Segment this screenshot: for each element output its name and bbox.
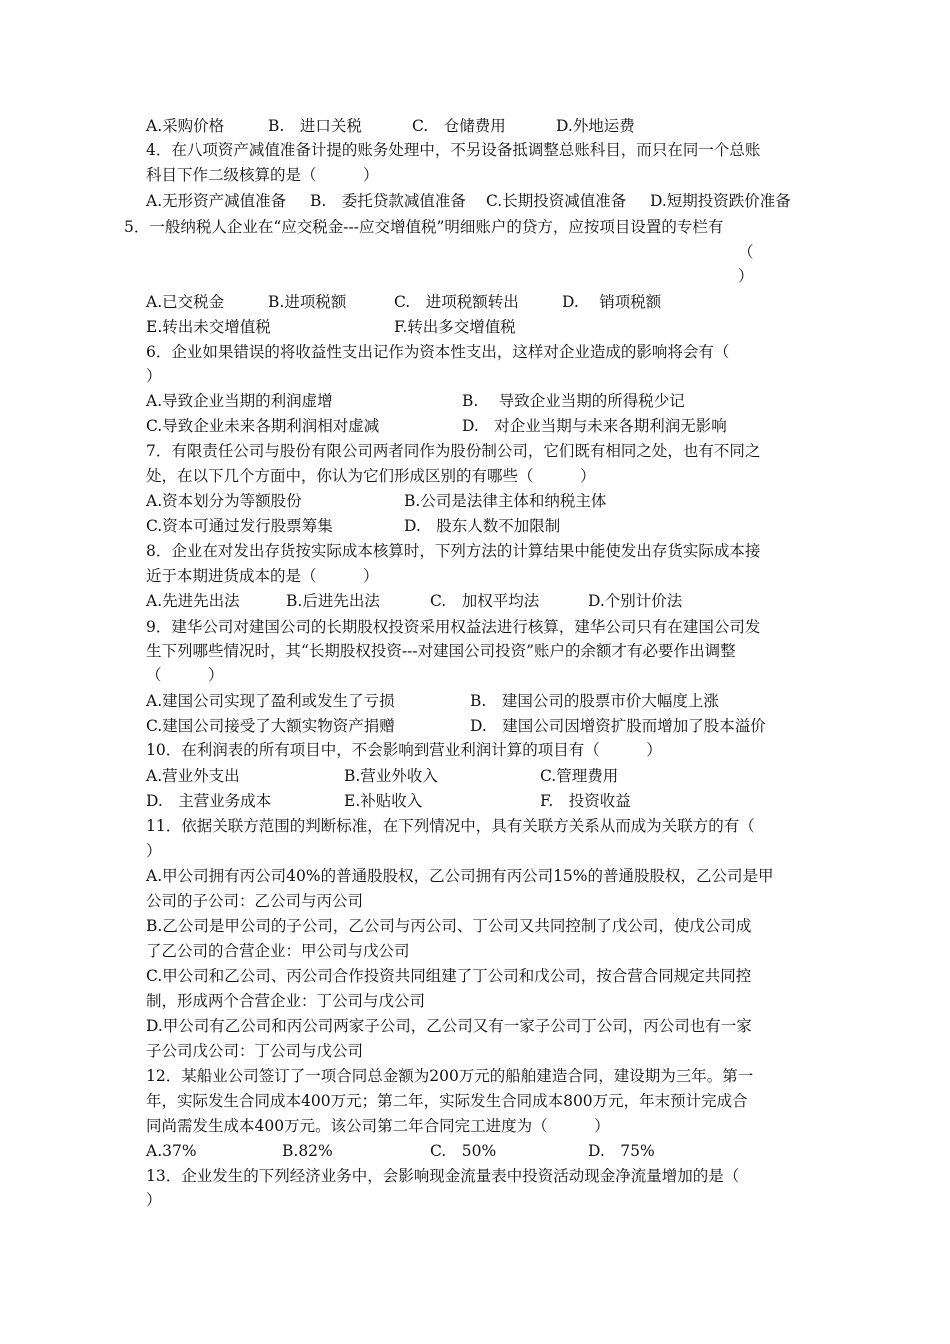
- answer-option: C.长期投资减值准备: [486, 192, 627, 210]
- answer-option: E.转出未交增值税: [146, 318, 271, 336]
- answer-option: B.公司是法律主体和纳税主体: [404, 492, 607, 510]
- answer-option: A.采购价格: [146, 117, 225, 135]
- text-line: C.甲公司和乙公司、丙公司合作投资共同组建了丁公司和戊公司，按合营合同规定共同控: [146, 967, 752, 985]
- text-line: 8．企业在对发出存货按实际成本核算时，下列方法的计算结果中能使发出存货实际成本接: [146, 542, 761, 560]
- text-line: ）: [146, 367, 162, 385]
- text-line: B.乙公司是甲公司的子公司，乙公司与丙公司、丁公司又共同控制了戊公司，使戊公司成: [146, 917, 752, 935]
- answer-option: F.转出多交增值税: [394, 318, 516, 336]
- text-line: （: [738, 243, 754, 261]
- answer-option: B. 委托贷款减值准备: [310, 192, 466, 210]
- text-line: 科目下作二级核算的是（ ）: [146, 166, 379, 184]
- text-line: 12．某船业公司签订了一项合同总金额为200万元的船舶建造合同，建设期为三年。第一: [146, 1067, 754, 1085]
- text-line: ）: [146, 842, 162, 860]
- answer-option: B.82%: [282, 1142, 333, 1160]
- answer-option: A.营业外支出: [146, 767, 240, 785]
- answer-option: D. 75%: [588, 1142, 655, 1160]
- answer-option: C. 仓储费用: [412, 117, 506, 135]
- answer-option: C.资本可通过发行股票筹集: [146, 517, 333, 535]
- text-line: 年，实际发生合同成本400万元；第二年，实际发生合同成本800万元，年末预计完成合: [146, 1092, 748, 1110]
- answer-option: A.建国公司实现了盈利或发生了亏损: [146, 692, 395, 710]
- answer-option: C. 进项税额转出: [394, 293, 519, 311]
- answer-option: D. 股东人数不加限制: [404, 517, 561, 535]
- answer-option: D. 主营业务成本: [146, 792, 272, 810]
- answer-option: A.无形资产减值准备: [146, 192, 287, 210]
- answer-option: A.已交税金: [146, 293, 225, 311]
- answer-option: B.营业外收入: [344, 767, 438, 785]
- answer-option: B. 进口关税: [268, 117, 362, 135]
- answer-option: B. 建国公司的股票市价大幅度上涨: [470, 692, 719, 710]
- answer-option: E.补贴收入: [344, 792, 423, 810]
- answer-option: C.管理费用: [540, 767, 619, 785]
- text-line: D.甲公司有乙公司和丙公司两家子公司，乙公司又有一家子公司丁公司，丙公司也有一家: [146, 1017, 752, 1035]
- answer-option: A.导致企业当期的利润虚增: [146, 392, 333, 410]
- answer-option: B.进项税额: [268, 293, 347, 311]
- text-line: 5．一般纳税人企业在“应交税金---应交增值税”明细账户的贷方，应按项目设置的专栏有: [124, 218, 724, 236]
- text-line: 子公司戊公司：丁公司与戊公司: [146, 1042, 364, 1060]
- text-line: （ ）: [146, 666, 224, 684]
- text-line: 处，在以下几个方面中，你认为它们形成区别的有哪些（ ）: [146, 467, 596, 485]
- text-line: 生下列哪些情况时，其“长期股权投资---对建国公司投资”账户的余额才有必要作出调整: [146, 642, 736, 660]
- answer-option: D.短期投资跌价准备: [650, 192, 791, 210]
- text-line: 9．建华公司对建国公司的长期股权投资采用权益法进行核算，建华公司只有在建国公司发: [146, 618, 761, 636]
- text-line: 了乙公司的合营企业：甲公司与戊公司: [146, 942, 410, 960]
- text-line: 4．在八项资产减值准备计提的账务处理中，不另设备抵调整总账科目，而只在同一个总账: [146, 141, 761, 159]
- text-line: 6．企业如果错误的将收益性支出记作为资本性支出，这样对企业造成的影响将会有（: [146, 343, 730, 361]
- answer-option: D. 建国公司因增资扩股而增加了股本溢价: [470, 717, 766, 735]
- text-line: 制，形成两个合营企业：丁公司与戊公司: [146, 992, 426, 1010]
- answer-option: C. 加权平均法: [430, 592, 540, 610]
- text-line: 7．有限责任公司与股份有限公司两者同作为股份制公司，它们既有相同之处，也有不同之: [146, 442, 761, 460]
- text-line: 13．企业发生的下列经济业务中，会影响现金流量表中投资活动现金净流量增加的是（: [146, 1167, 740, 1185]
- answer-option: D. 对企业当期与未来各期利润无影响: [462, 417, 727, 435]
- answer-option: A.先进先出法: [146, 592, 240, 610]
- text-line: 同尚需发生成本400万元。该公司第二年合同完工进度为（ ）: [146, 1117, 610, 1135]
- text-line: A.甲公司拥有丙公司40%的普通股股权，乙公司拥有丙公司15%的普通股股权，乙公司是甲: [146, 867, 774, 885]
- answer-option: B.后进先出法: [286, 592, 380, 610]
- answer-option: A.资本划分为等额股份: [146, 492, 302, 510]
- answer-option: D. 销项税额: [562, 293, 662, 311]
- answer-option: C. 50%: [430, 1142, 497, 1160]
- answer-option: D.外地运费: [556, 117, 635, 135]
- answer-option: F. 投资收益: [540, 792, 631, 810]
- answer-option: C.导致企业未来各期利润相对虚减: [146, 417, 380, 435]
- text-line: ）: [738, 267, 754, 285]
- answer-option: C.建国公司接受了大额实物资产捐赠: [146, 717, 395, 735]
- text-line: ）: [146, 1191, 162, 1209]
- text-line: 公司的子公司：乙公司与丙公司: [146, 892, 364, 910]
- text-line: 近于本期进货成本的是（ ）: [146, 567, 379, 585]
- text-line: 11．依据关联方范围的判断标准，在下列情况中，具有关联方关系从而成为关联方的有（: [146, 817, 755, 835]
- text-line: 10．在利润表的所有项目中，不会影响到营业利润计算的项目有（ ）: [146, 741, 662, 759]
- answer-option: D.个别计价法: [588, 592, 683, 610]
- answer-option: A.37%: [146, 1142, 197, 1160]
- answer-option: B. 导致企业当期的所得税少记: [462, 392, 685, 410]
